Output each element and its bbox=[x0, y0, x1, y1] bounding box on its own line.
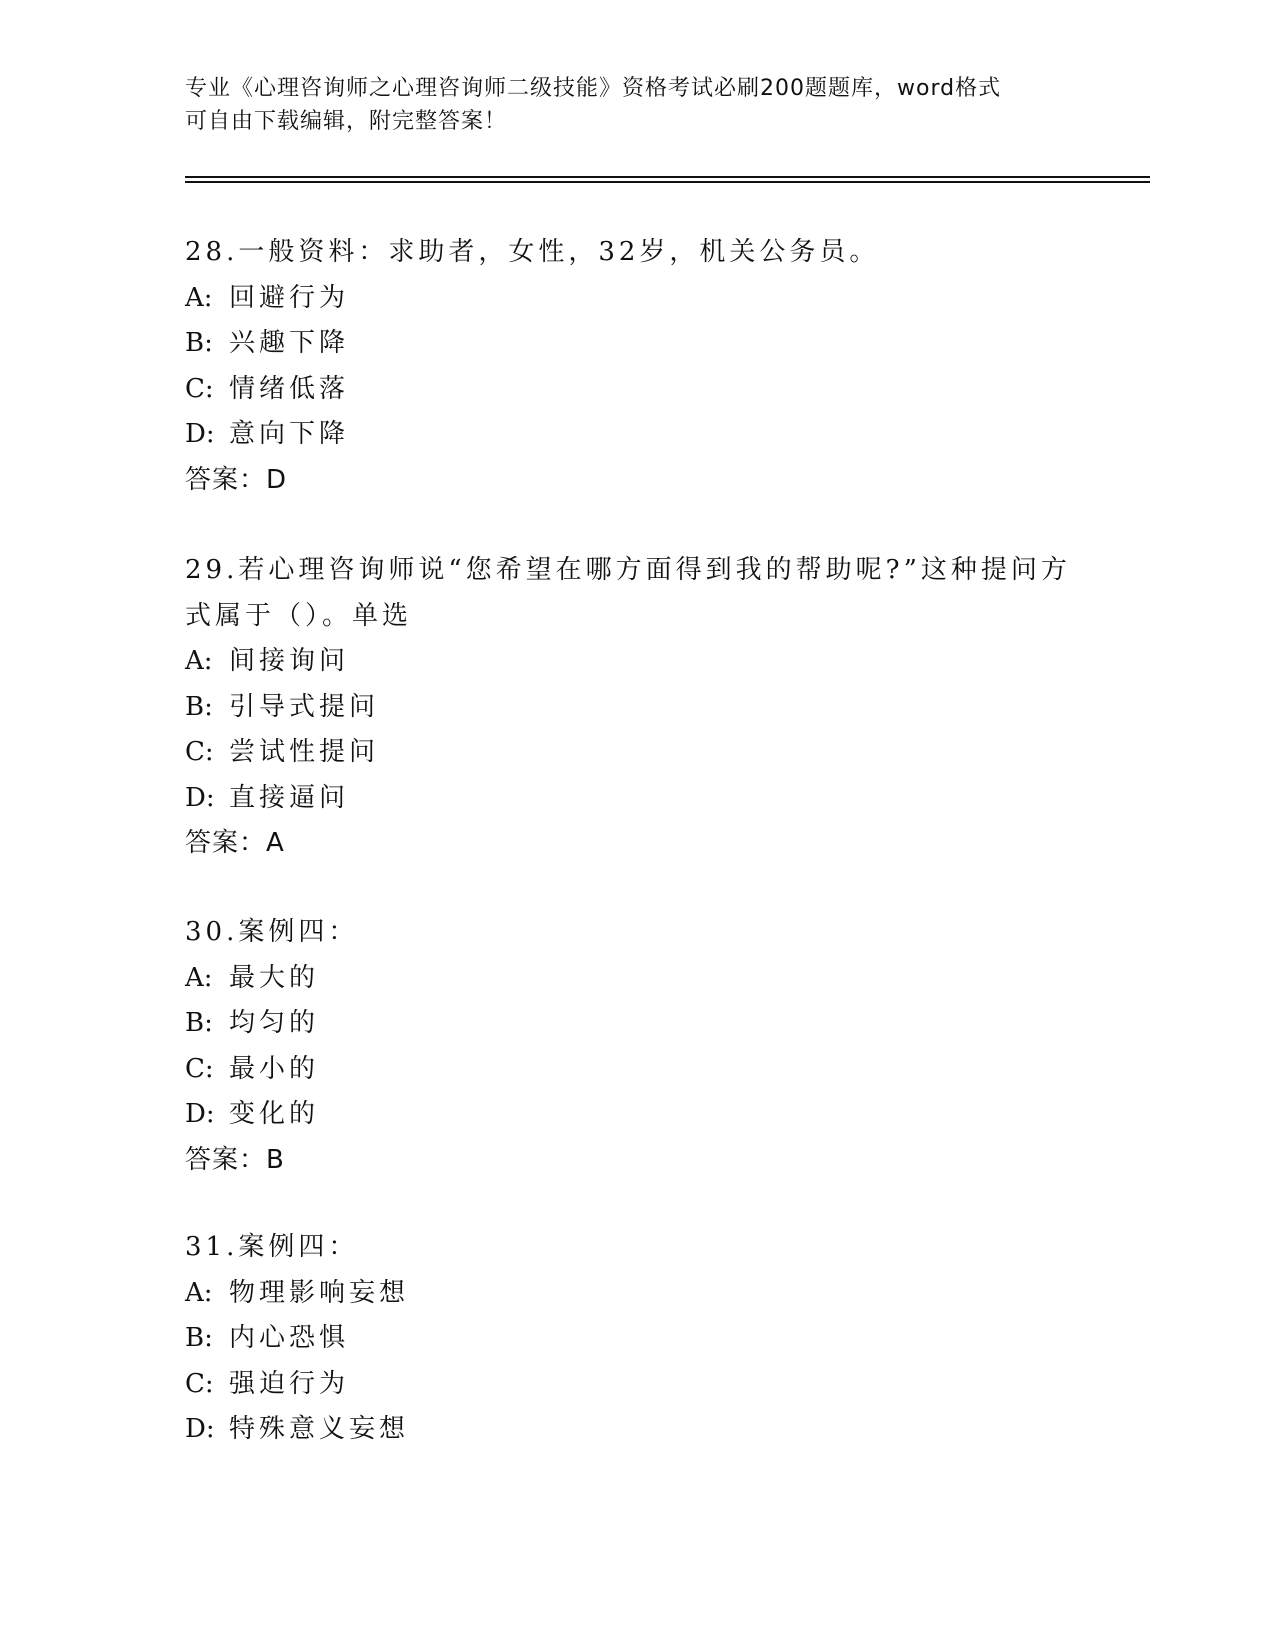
option-letter: B: bbox=[185, 1323, 213, 1353]
option-c bbox=[185, 367, 1065, 413]
option-a bbox=[185, 956, 1065, 1002]
option-letter: C: bbox=[185, 737, 214, 767]
option-b bbox=[185, 1316, 1065, 1362]
option-d bbox=[185, 412, 1065, 458]
option-a bbox=[185, 276, 1065, 322]
option-b bbox=[185, 1001, 1065, 1047]
option-letter: A: bbox=[185, 1277, 213, 1308]
option-text: 直接逼问 bbox=[229, 782, 350, 813]
option-text: 最大的 bbox=[229, 962, 320, 993]
option-text: 物理影响妄想 bbox=[229, 1277, 410, 1308]
option-text: 尝试性提问 bbox=[229, 737, 380, 767]
option-a bbox=[185, 1271, 1065, 1317]
option-d bbox=[185, 776, 1065, 822]
option-d bbox=[185, 1407, 1065, 1453]
option-text: 最小的 bbox=[229, 1053, 320, 1084]
option-letter: C: bbox=[185, 1053, 214, 1084]
option-letter: D: bbox=[185, 1099, 215, 1129]
option-a bbox=[185, 639, 1065, 685]
option-text: 引导式提问 bbox=[229, 691, 380, 722]
option-text: 特殊意义妄想 bbox=[229, 1414, 410, 1444]
option-letter: C: bbox=[185, 1368, 214, 1399]
option-letter: D: bbox=[185, 419, 215, 449]
option-text: 情绪低落 bbox=[229, 373, 350, 404]
option-d bbox=[185, 1092, 1065, 1138]
option-letter: D: bbox=[185, 782, 215, 813]
option-letter: A: bbox=[185, 962, 213, 993]
option-letter: B: bbox=[185, 691, 213, 722]
option-text: 间接询问 bbox=[229, 646, 350, 676]
option-text: 意向下降 bbox=[229, 419, 350, 449]
question-stem: 28.一般资料：求助者，女性，32岁，机关公务员。 bbox=[185, 237, 880, 267]
option-text: 回避行为 bbox=[229, 282, 350, 313]
header-divider-bottom bbox=[185, 181, 1150, 183]
answer-line: 答案：B bbox=[185, 1144, 285, 1175]
option-c bbox=[185, 1362, 1065, 1408]
header-line-1: 专业《心理咨询师之心理咨询师二级技能》资格考试必刷200题题库，word格式 bbox=[185, 76, 1002, 101]
question-stem-line-2: 式属于（）。单选 bbox=[185, 600, 413, 631]
header-divider-top bbox=[185, 176, 1150, 178]
option-c bbox=[185, 1047, 1065, 1093]
question-stem: 30.案例四： bbox=[185, 917, 359, 947]
answer-line: 答案：D bbox=[185, 464, 288, 495]
option-letter: D: bbox=[185, 1414, 215, 1444]
option-text: 兴趣下降 bbox=[229, 328, 350, 358]
question-stem: 31.案例四： bbox=[185, 1232, 359, 1262]
option-b bbox=[185, 321, 1065, 367]
question-29 bbox=[185, 548, 1071, 867]
option-text: 强迫行为 bbox=[229, 1368, 350, 1399]
question-28 bbox=[185, 230, 1065, 503]
option-text: 变化的 bbox=[229, 1099, 320, 1129]
header-line-2: 可自由下载编辑，附完整答案！ bbox=[185, 109, 508, 134]
question-31 bbox=[185, 1225, 1065, 1453]
question-30 bbox=[185, 910, 1065, 1183]
option-letter: B: bbox=[185, 328, 213, 358]
option-b bbox=[185, 685, 1065, 731]
option-letter: B: bbox=[185, 1008, 213, 1038]
option-letter: C: bbox=[185, 373, 214, 404]
answer-line: 答案：A bbox=[185, 828, 285, 858]
option-letter: A: bbox=[185, 282, 213, 313]
option-text: 均匀的 bbox=[229, 1008, 320, 1038]
option-letter: A: bbox=[185, 646, 213, 676]
option-text: 内心恐惧 bbox=[229, 1323, 350, 1353]
document-header bbox=[185, 72, 1065, 138]
question-stem-line-1: 29.若心理咨询师说“您希望在哪方面得到我的帮助呢?”这种提问方 bbox=[185, 555, 1071, 585]
option-c bbox=[185, 730, 1065, 776]
